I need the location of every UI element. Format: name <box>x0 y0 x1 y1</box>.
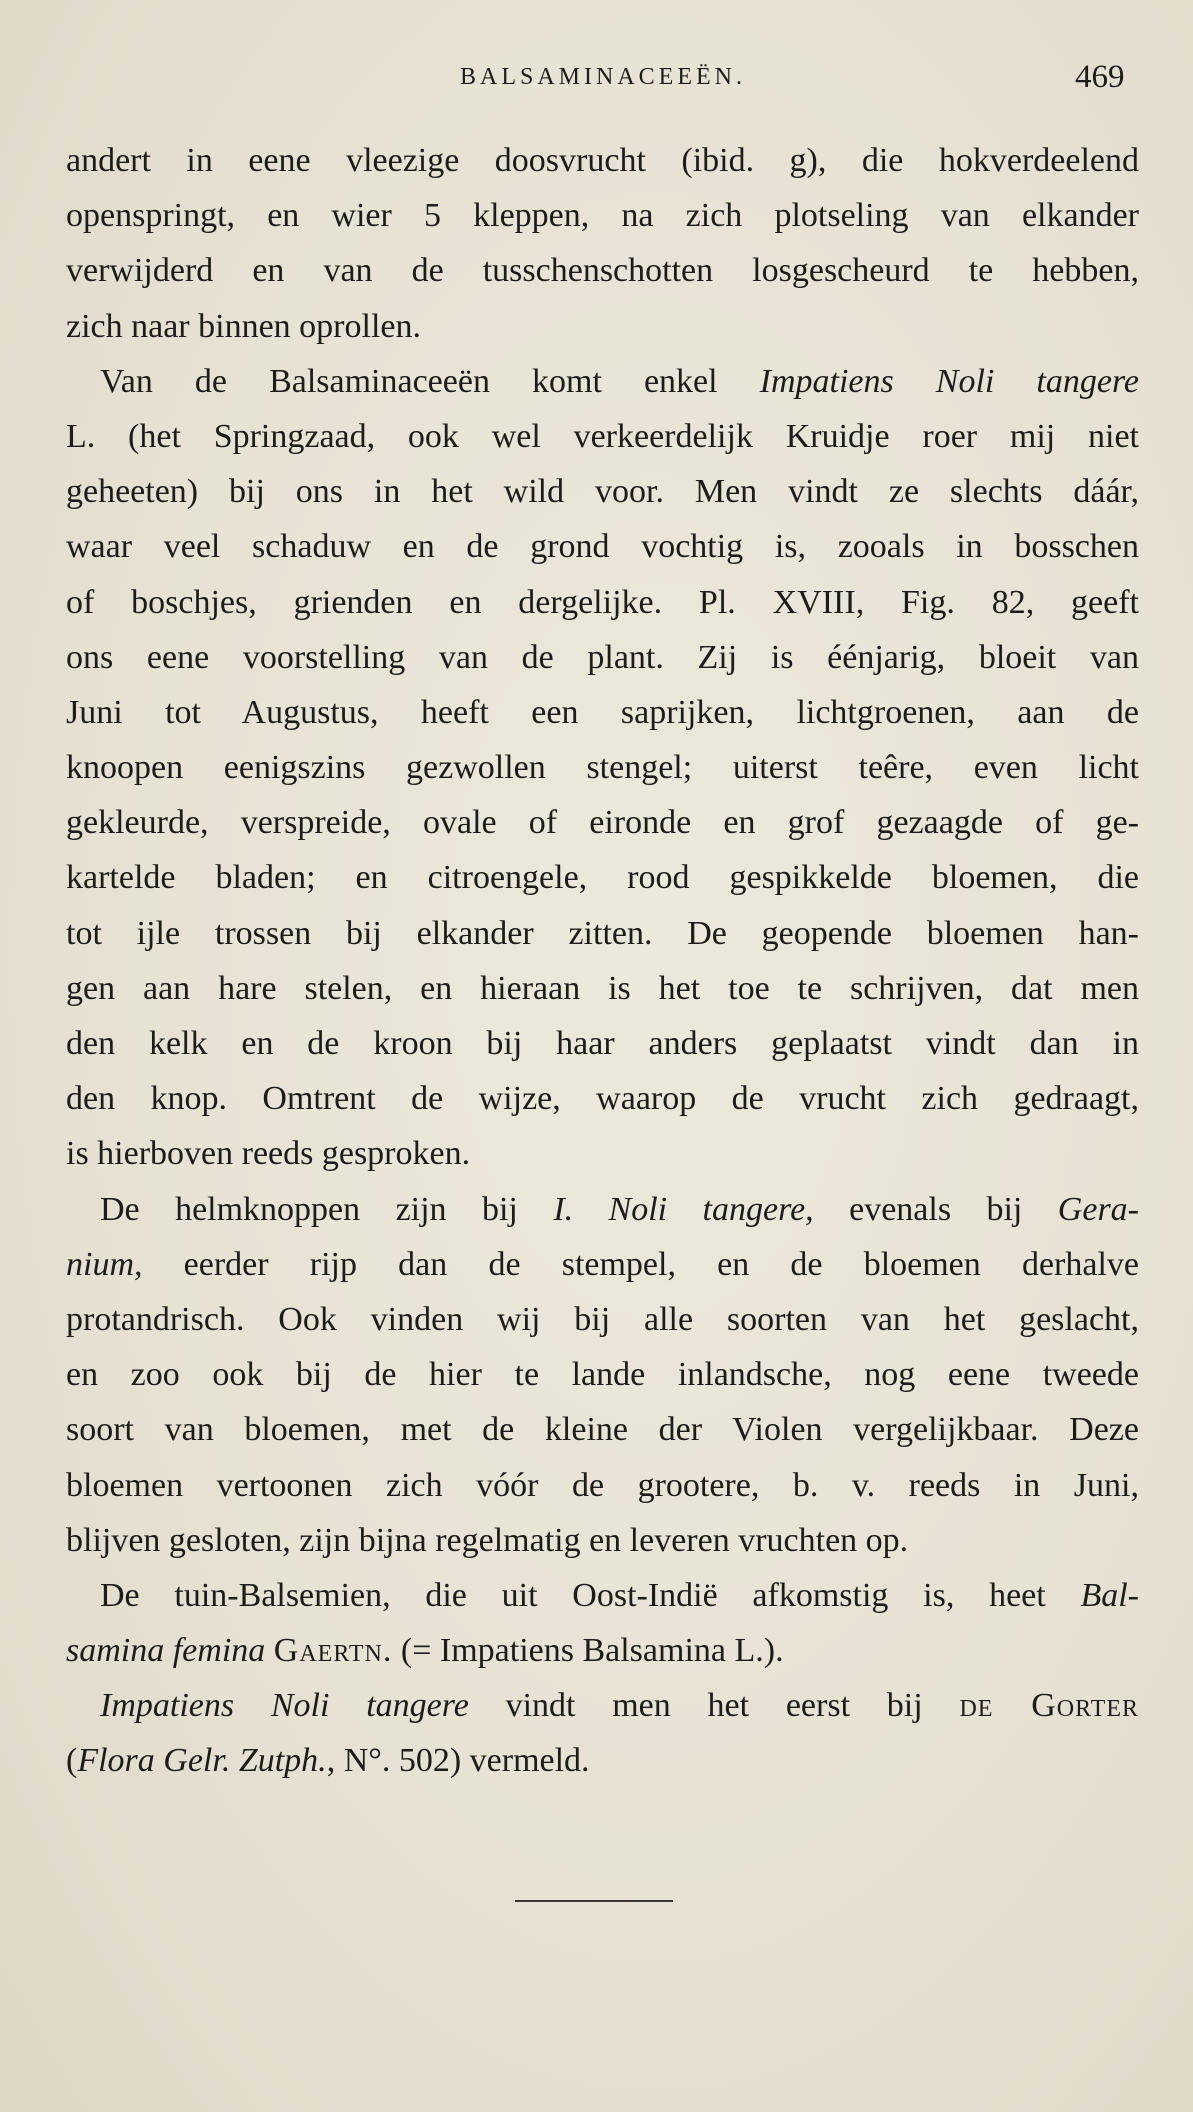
text-segment: Juni tot Augustus, heeft een saprijken, lichtgroenen, aan de <box>66 693 1139 731</box>
text-line <box>66 1678 1139 1733</box>
text-segment: waar veel schaduw en de grond vochtig is, zooals in bosschen <box>66 528 1139 566</box>
italic-text: Bal- <box>1080 1576 1139 1614</box>
text-line <box>66 685 1139 740</box>
italic-text: I. Noli tangere, <box>553 1190 814 1228</box>
italic-text: Impatiens Noli tangere <box>759 362 1139 400</box>
text-line <box>66 575 1139 630</box>
text-segment: De helmknoppen zijn bij <box>100 1190 554 1228</box>
text-segment: is hierboven reeds gesproken. <box>66 1135 471 1173</box>
text-line <box>66 519 1139 574</box>
text-line <box>66 1513 1139 1568</box>
text-line <box>66 795 1139 850</box>
text-segment: protandrisch. Ook vinden wij bij alle soorten van het geslacht, <box>66 1300 1139 1338</box>
text-segment: openspringt, en wier 5 kleppen, na zich plotseling van elkander <box>66 197 1139 235</box>
text-segment: kartelde bladen; en citroengele, rood gespikkelde bloemen, die <box>66 859 1139 897</box>
text-line <box>66 630 1139 685</box>
text-segment: gekleurde, verspreide, ovale of eironde en grof gezaagde of ge- <box>66 804 1139 842</box>
text-line <box>66 243 1139 298</box>
text-line <box>66 409 1139 464</box>
text-line <box>66 464 1139 519</box>
text-segment: tot ijle trossen bij elkander zitten. De geopende bloemen han- <box>66 914 1139 952</box>
text-line <box>66 1126 1139 1181</box>
text-line <box>66 133 1139 188</box>
text-segment: , N°. 502) vermeld. <box>326 1742 590 1780</box>
text-segment: L. (het Springzaad, ook wel verkeerdelijk Kruidje roer mij niet <box>66 417 1139 455</box>
text-segment: bloemen vertoonen zich vóór de grootere, b. v. reeds in Juni, <box>66 1466 1139 1504</box>
text-line <box>66 961 1139 1016</box>
text-segment: Van de Balsaminaceeën komt enkel <box>100 362 760 400</box>
text-segment: andert in eene vleezige doosvrucht (ibid. g), die hokverdeelend <box>66 142 1139 179</box>
text-segment: den knop. Omtrent de wijze, waarop de vrucht zich gedraagt, <box>66 1080 1139 1118</box>
text-segment: knoopen eenigszins gezwollen stengel; uiterst teêre, even licht <box>66 749 1139 787</box>
text-segment: en zoo ook bij de hier te lande inlandsche, nog eene tweede <box>66 1356 1139 1394</box>
text-line <box>66 740 1139 795</box>
italic-text: samina femina <box>66 1632 266 1670</box>
text-segment: (= Impatiens Balsamina L.). <box>392 1632 784 1670</box>
text-segment <box>265 1632 274 1669</box>
body-text <box>66 133 1139 1789</box>
italic-text: Flora Gelr. Zutph. <box>77 1742 327 1780</box>
text-line <box>66 188 1139 243</box>
text-segment: den kelk en de kroon bij haar anders geplaatst vindt dan in <box>66 1025 1139 1062</box>
italic-text: Impatiens Noli tangere <box>100 1687 469 1725</box>
text-line <box>66 906 1139 961</box>
text-segment: ( <box>66 1742 78 1780</box>
running-head <box>0 52 1193 102</box>
text-line <box>66 1071 1139 1126</box>
text-segment: soort van bloemen, met de kleine der Violen vergelijkbaar. Deze <box>66 1411 1139 1449</box>
text-line <box>66 354 1139 409</box>
text-line <box>66 1623 1139 1678</box>
running-title: BALSAMINACEEËN. <box>460 64 746 90</box>
text-line <box>66 1347 1139 1402</box>
text-segment: ons eene voorstelling van de plant. Zij is éénjarig, bloeit van <box>66 638 1139 676</box>
text-line <box>66 1458 1139 1513</box>
text-line <box>66 1237 1139 1292</box>
text-segment: eerder rijp dan de stempel, en de bloemen derhalve <box>142 1245 1139 1283</box>
text-segment: verwijderd en van de tusschenschotten losgescheurd te hebben, <box>66 252 1139 290</box>
text-line <box>66 1402 1139 1457</box>
italic-text: nium, <box>66 1245 143 1283</box>
text-segment: gen aan hare stelen, en hieraan is het toe te schrijven, dat men <box>66 969 1139 1007</box>
text-segment: vindt men het eerst bij <box>468 1687 960 1725</box>
text-line <box>66 299 1139 354</box>
text-line <box>66 1568 1139 1623</box>
text-segment: geheeten) bij ons in het wild voor. Men vindt ze slechts dáár, <box>66 473 1139 511</box>
small-caps-text: Gaertn. <box>273 1632 393 1670</box>
text-segment: De tuin-Balsemien, die uit Oost-Indië afkomstig is, heet <box>100 1576 1081 1614</box>
small-caps-text: de Gorter <box>959 1687 1139 1725</box>
text-line <box>66 1016 1139 1071</box>
closing-rule <box>515 1900 673 1902</box>
text-segment: blijven gesloten, zijn bijna regelmatig en leveren vruchten op. <box>66 1521 909 1559</box>
text-segment: zich naar binnen oprollen. <box>66 307 421 345</box>
page-number: 469 <box>1075 59 1125 95</box>
text-line <box>66 1292 1139 1347</box>
text-line <box>66 1733 1139 1788</box>
text-segment: evenals bij <box>813 1190 1058 1228</box>
text-line <box>66 1182 1139 1237</box>
italic-text: Gera- <box>1057 1190 1139 1228</box>
text-segment: of boschjes, grienden en dergelijke. Pl. XVIII, Fig. 82, geeft <box>66 583 1139 621</box>
text-line <box>66 850 1139 905</box>
